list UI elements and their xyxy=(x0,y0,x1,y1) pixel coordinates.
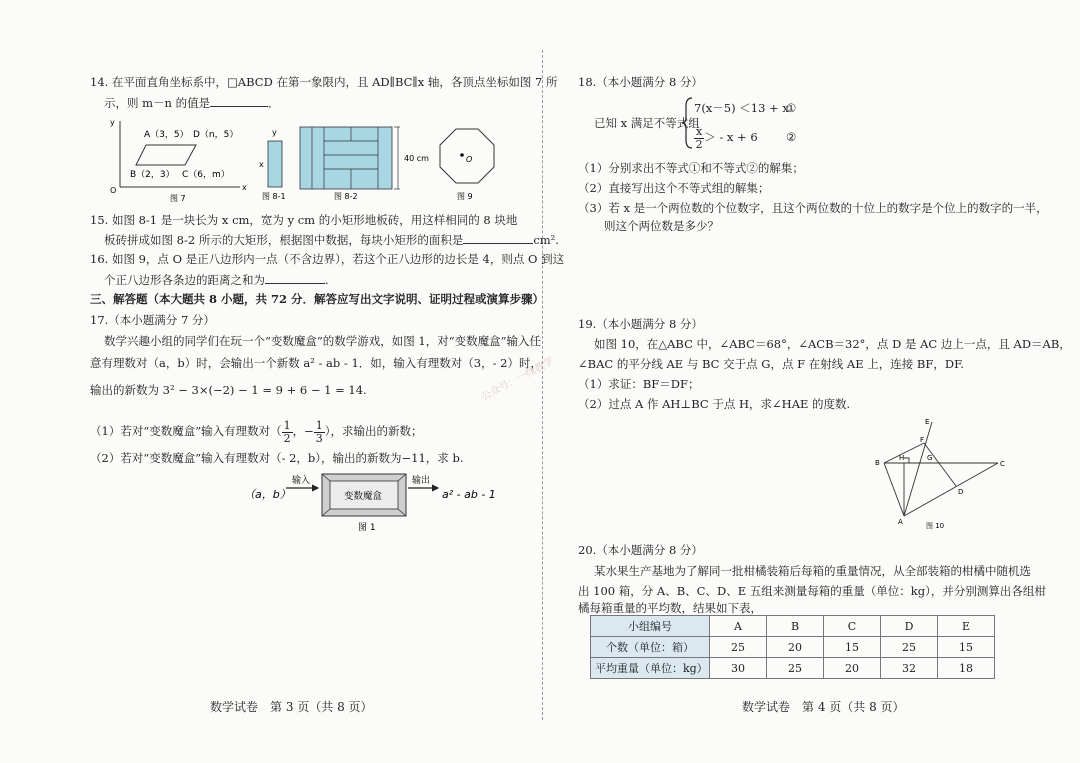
fig7-label-a: A（3，5） xyxy=(144,130,189,140)
table-cell: 20 xyxy=(767,637,824,658)
table-cell: C xyxy=(824,616,881,637)
q18-sub2: （2）直接写出这个不等式组的解集； xyxy=(578,181,770,195)
fig1-output-label: 输出 xyxy=(412,476,431,486)
table-cell: D xyxy=(881,616,938,637)
q16-line2b: . xyxy=(325,273,329,287)
fig9-label-o: O xyxy=(466,155,473,164)
q19-sub2: （2）过点 A 作 AH⊥BC 于点 H，求∠HAE 的度数. xyxy=(578,397,851,411)
table-cell: 18 xyxy=(938,658,995,679)
table-cell: 20 xyxy=(824,658,881,679)
table-cell: 25 xyxy=(881,637,938,658)
fig7-label-o: O xyxy=(110,186,117,195)
q17-sub2: （2）若对“变数魔盒”输入有理数对（- 2，b），输出的新数为−11，求 b. xyxy=(90,451,464,465)
table-cell: B xyxy=(767,616,824,637)
fig7-label-c: C（6，m） xyxy=(182,170,230,180)
q19-line2: ∠BAC 的平分线 AE 与 BC 交于点 G，点 F 在射线 AE 上，连接 BF，DF. xyxy=(578,357,964,371)
fig9-point-o xyxy=(460,153,464,157)
table-cell: 15 xyxy=(938,637,995,658)
q18-sub3-line1: （3）若 x 是一个两位数的个位数字，且这个两位数的十位上的数字是个位上的数字的一半， xyxy=(578,201,1048,215)
table-cell: E xyxy=(938,616,995,637)
fraction-x-over-2: $\frac{x}{2}$ xyxy=(695,124,703,151)
fig10-segment-ab xyxy=(884,463,904,516)
q19-line1: 如图 10，在△ABC 中，∠ABC＝68°，∠ACB＝32°，点 D 是 AC 边上一点，且 AD＝AB， xyxy=(594,337,1071,351)
fraction-one-half: $\frac{1}{2}$ xyxy=(283,418,291,445)
fig10-segment-ac xyxy=(904,463,998,516)
table-row xyxy=(591,658,995,679)
q18-mark-2: ② xyxy=(786,130,797,144)
watermark: 公众号：一线教学 xyxy=(479,355,556,404)
q16-line2a: 个正八边形各条边的距离之和为 xyxy=(104,273,265,287)
q20-heading: 20.（本小题满分 8 分） xyxy=(578,543,703,557)
q14-line1: 14. 在平面直角坐标系中，□ABCD 在第一象限内，且 AD∥BC∥x 轴，各顶点坐标如图 7 所 xyxy=(90,75,558,89)
fig10-label-f: F xyxy=(920,436,925,444)
page-divider xyxy=(542,50,543,720)
footer-page-3: 数学试卷 第 3 页（共 8 页） xyxy=(210,700,373,714)
table-row xyxy=(591,637,995,658)
q19-heading: 19.（本小题满分 8 分） xyxy=(578,317,703,331)
q15-line2a: 板砖拼成如图 8-2 所示的大矩形，根据图中数据，每块小矩形的面积是 xyxy=(104,233,464,247)
fig10-right-angle xyxy=(904,458,909,463)
fig10-label-h: H xyxy=(899,454,905,462)
figure-10 xyxy=(870,414,1010,534)
fig10-label-a: A xyxy=(898,518,903,526)
fig81-tile xyxy=(268,141,282,187)
fig1-input-pair: （a，b） xyxy=(244,488,291,501)
q15-answer-blank xyxy=(463,231,533,244)
q17-heading: 17.（本小题满分 7 分） xyxy=(90,313,215,327)
q14-line2a: 示，则 m－n 的值是 xyxy=(104,96,211,110)
fig10-caption: 图 10 xyxy=(926,522,945,530)
table-cell: 30 xyxy=(710,658,767,679)
q17-line3: 输出的新数为 3² − 3×(−2) − 1 = 9 + 6 − 1 = 14. xyxy=(90,383,367,397)
figure-9 xyxy=(440,129,494,201)
weight-table xyxy=(590,615,995,679)
q17-line2: 意有理数对（a，b）时，会输出一个新数 a² - ab - 1．如，输入有理数对（3，- 2）时， xyxy=(90,356,542,370)
fig7-caption: 图 7 xyxy=(170,194,186,203)
fig9-caption: 图 9 xyxy=(457,192,473,201)
fig7-label-b: B（2，3） xyxy=(130,170,175,180)
table-cell: 15 xyxy=(824,637,881,658)
fig10-label-b: B xyxy=(875,459,880,467)
fig81-label-y: y xyxy=(272,128,277,137)
q16-answer-blank xyxy=(265,271,325,284)
q14-line2b: ． xyxy=(268,96,280,110)
q16-line2 xyxy=(104,271,329,288)
fig10-label-d: D xyxy=(958,488,964,496)
fig1-caption: 图 1 xyxy=(358,523,376,533)
table-cell: 25 xyxy=(767,658,824,679)
q17-sub1-start: （1）若对“变数魔盒”输入有理数对（ xyxy=(90,424,282,438)
fig7-label-y: y xyxy=(110,118,115,127)
fig10-label-c: C xyxy=(1000,460,1005,468)
table-cell: A xyxy=(710,616,767,637)
table-cell: 25 xyxy=(710,637,767,658)
q18-sub3-line2: 则这个两位数是多少？ xyxy=(604,219,719,233)
q19-sub1: （1）求证：BF＝DF； xyxy=(578,377,700,391)
fig10-ray-ae xyxy=(904,422,932,516)
q18-brace xyxy=(680,96,694,150)
table-header-label: 小组编号 xyxy=(591,616,710,637)
table-row xyxy=(591,616,995,637)
q20-line2: 出 100 箱，分 A、B、C、D、E 五组来测量每箱的重量（单位：kg），并分别测算出各组柑 xyxy=(578,584,1046,598)
q18-inequality-2 xyxy=(694,121,758,153)
fig7-label-x: x xyxy=(242,183,247,192)
fig82-dimension: 40 cm xyxy=(404,154,429,163)
footer-page-4: 数学试卷 第 4 页（共 8 页） xyxy=(742,700,905,714)
q15-line2b: cm². xyxy=(533,233,559,247)
fig81-caption: 图 8-1 xyxy=(262,192,286,201)
fig1-box-label: 变数魔盒 xyxy=(344,491,383,502)
figure-8-2 xyxy=(300,127,429,201)
q16-line1: 16. 如图 9，点 O 是正八边形内一点（不含边界），若这个正八边形的边长是 4，则点 O 到这 xyxy=(90,252,565,266)
q15-line2 xyxy=(104,231,559,248)
q18-inequality-2-rest: ＞ - x + 6 xyxy=(704,130,758,144)
figure-8-1 xyxy=(259,128,286,201)
q18-inequality-1: 7(x－5) ＜13 + x xyxy=(694,101,789,115)
q18-prefix: 已知 x 满足不等式组 xyxy=(594,116,700,130)
table-row1-label: 个数（单位：箱） xyxy=(591,637,710,658)
q17-sub1-sep: ，− xyxy=(292,424,314,438)
fig1-input-label: 输入 xyxy=(292,476,311,486)
table-cell: 32 xyxy=(881,658,938,679)
fig10-label-g: G xyxy=(927,454,933,462)
fig7-label-d: D（n，5） xyxy=(193,130,239,140)
q17-sub1 xyxy=(90,416,422,446)
q20-line1: 某水果生产基地为了解同一批柑橘装箱后每箱的重量情况，从全部装箱的柑橘中随机选 xyxy=(594,564,1031,578)
q20-line3: 橘每箱重量的平均数，结果如下表， xyxy=(578,601,762,615)
q15-line1: 15. 如图 8-1 是一块长为 x cm，宽为 y cm 的小矩形地板砖，用这样相同的 8 块地 xyxy=(90,213,518,227)
q17-line1: 数学兴趣小组的同学们在玩一个“变数魔盒”的数学游戏，如图 1，对“变数魔盒”输入任 xyxy=(104,334,541,348)
q17-sub1-end: ），求输出的新数； xyxy=(324,424,423,438)
fig10-label-e: E xyxy=(925,418,930,426)
q14-line2 xyxy=(104,94,280,111)
fig10-segment-df xyxy=(924,443,956,486)
fig7-parallelogram xyxy=(136,145,196,165)
q14-answer-blank xyxy=(210,94,268,107)
q18-sub1: （1）分别求出不等式①和不等式②的解集； xyxy=(578,161,804,175)
fig81-label-x: x xyxy=(259,160,264,169)
fraction-one-third: $\frac{1}{3}$ xyxy=(315,418,323,445)
fig82-caption: 图 8-2 xyxy=(334,192,358,201)
table-row2-label: 平均重量（单位：kg） xyxy=(591,658,710,679)
q18-heading: 18.（本小题满分 8 分） xyxy=(578,75,703,89)
section-3-heading: 三、解答题（本大题共 8 小题，共 72 分．解答应写出文字说明、证明过程或演算步骤） xyxy=(90,292,545,306)
fig1-output-expr: a² - ab - 1 xyxy=(442,488,496,501)
figures-row xyxy=(100,115,520,203)
figure-1 xyxy=(240,470,520,534)
q18-mark-1: ① xyxy=(786,101,797,115)
figure-7 xyxy=(110,118,247,203)
